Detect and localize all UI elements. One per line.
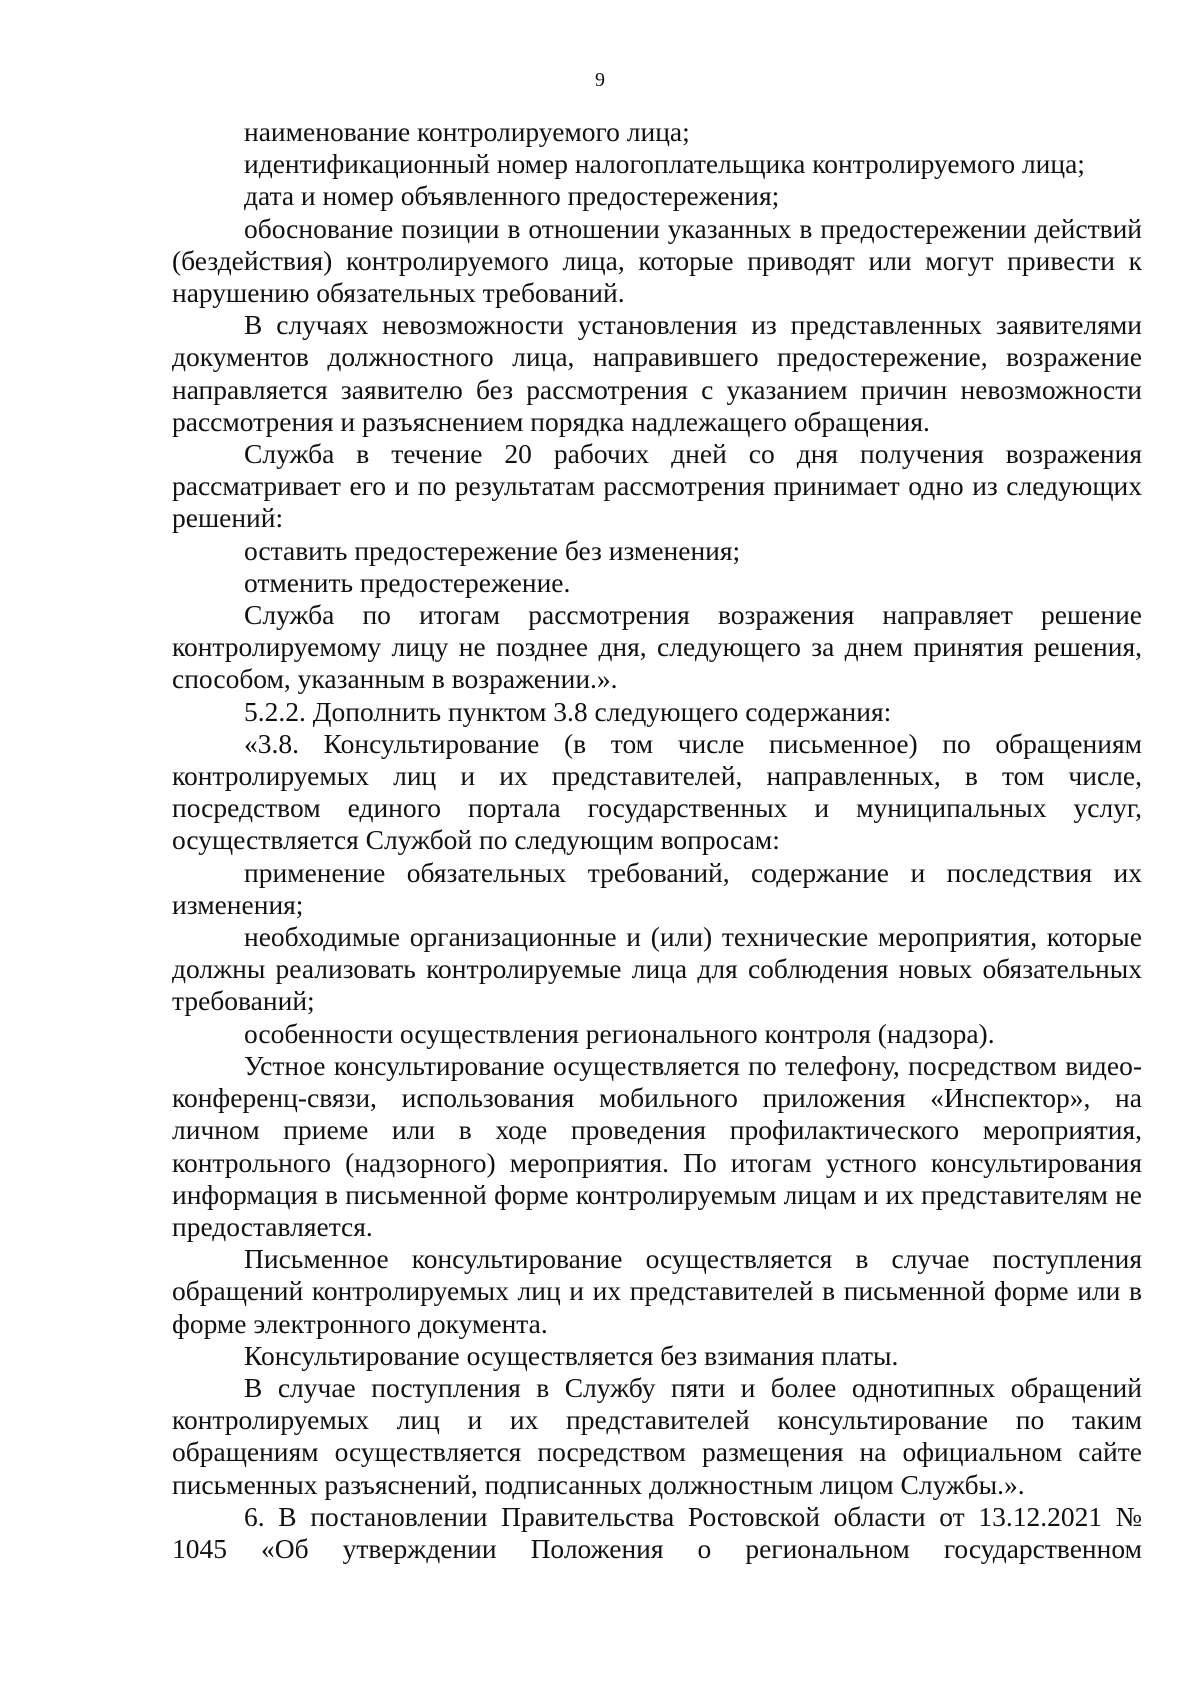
document-body <box>172 116 1142 1565</box>
paragraph-7: оставить предостережение без изменения; <box>244 534 741 566</box>
paragraph-14: особенности осуществления регионального контроля (надзора). <box>244 1017 995 1049</box>
paragraph-19: 6. В постановлении Правительства Ростовской области от 13.12.2021 № 1045 «Об утверждении Положения о региональном государственном <box>172 1500 1142 1564</box>
paragraph-6: Служба в течение 20 рабочих дней со дня получения возражения рассматривает его и по результатам рассмотрения принимает одно из следующих решений: <box>172 438 1142 534</box>
paragraph-12: применение обязательных требований, содержание и последствия их изменения; <box>172 856 1142 920</box>
paragraph-15: Устное консультирование осуществляется по телефону, посредством видео-конференц-связи, использования мобильного приложения «Инспектор», на личном приеме или в ходе проведения профилактического мероприятия, контрольного (надзорного) мероприятия. По итогам устного консультирования информация в письменной форме контролируемым лицам и их представителям не предоставляется. <box>172 1049 1142 1242</box>
paragraph-11: «3.8. Консультирование (в том числе письменное) по обращениям контролируемых лиц и их представителей, направленных, в том числе, посредством единого портала государственных и муниципальных услуг, осуществляется Службой по следующим вопросам: <box>172 727 1142 856</box>
paragraph-17: Консультирование осуществляется без взимания платы. <box>244 1339 899 1371</box>
paragraph-4: обоснование позиции в отношении указанных в предостережении действий (бездействия) контролируемого лица, которые приводят или могут привести к нарушению обязательных требований. <box>172 212 1142 309</box>
paragraph-8: отменить предостережение. <box>244 566 571 598</box>
paragraph-3: дата и номер объявленного предостережения; <box>244 180 780 212</box>
paragraph-9: Служба по итогам рассмотрения возражения направляет решение контролируемому лицу не позднее дня, следующего за днем принятия решения, способом, указанным в возражении.». <box>172 599 1142 695</box>
page-number: 9 <box>595 69 605 91</box>
paragraph-5: В случаях невозможности установления из представленных заявителями документов должностного лица, направившего предостережение, возражение направляется заявителю без рассмотрения с указанием причин невозможности рассмотрения и разъяснением порядка надлежащего обращения. <box>172 309 1142 437</box>
paragraph-1: наименование контролируемого лица; <box>244 116 690 147</box>
paragraph-2: идентификационный номер налогоплательщика контролируемого лица; <box>244 148 1085 180</box>
paragraph-13: необходимые организационные и (или) технические мероприятия, которые должны реализовать контролируемые лица для соблюдения новых обязательных требований; <box>172 921 1142 1017</box>
paragraph-16: Письменное консультирование осуществляется в случае поступления обращений контролируемых лиц и их представителей в письменной форме или в форме электронного документа. <box>172 1243 1142 1339</box>
paragraph-18: В случае поступления в Службу пяти и более однотипных обращений контролируемых лиц и их представителей консультирование по таким обращениям осуществляется посредством размещения на официальном сайте письменных разъяснений, подписанных должностным лицом Службы.». <box>172 1371 1142 1500</box>
paragraph-10: 5.2.2. Дополнить пунктом 3.8 следующего содержания: <box>244 695 892 727</box>
